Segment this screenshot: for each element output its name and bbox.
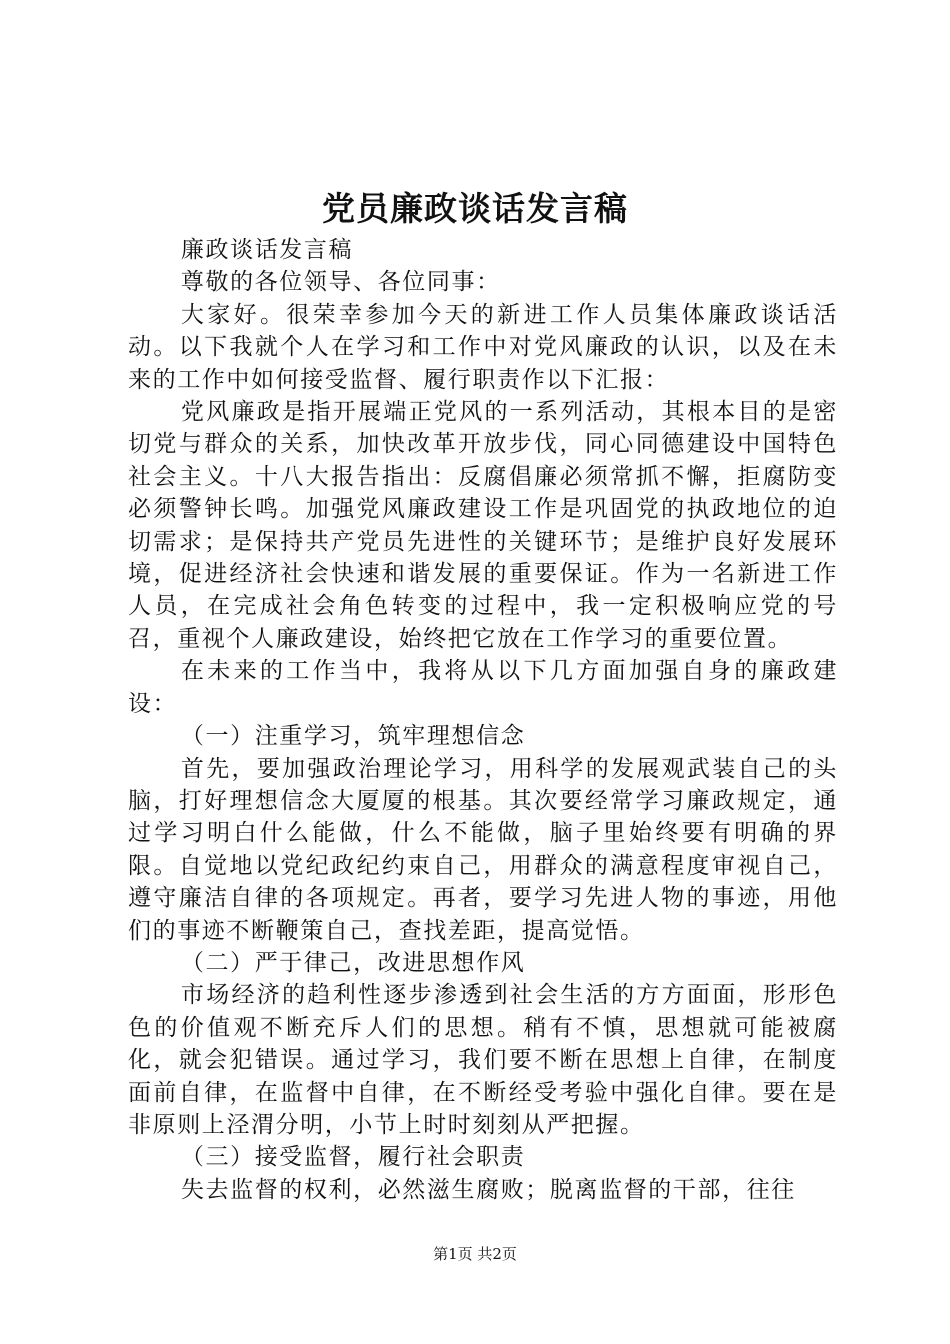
page-number-footer: 第1页 共2页 <box>433 1245 517 1263</box>
paragraph: 在未来的工作当中，我将从以下几方面加强自身的廉政建设： <box>128 658 838 717</box>
document-title: 党员廉政谈话发言稿 <box>322 189 628 228</box>
paragraph: 廉政谈话发言稿 <box>180 237 354 263</box>
paragraph: 市场经济的趋利性逐步渗透到社会生活的方方面面，形形色色的价值观不断充斥人们的思想。稍有不慎，思想就可能被腐化，就会犯错误。通过学习，我们要不断在思想上自律，在制度面前自律，在监督中自律，在不断经受考验中强化自律。要在是非原则上泾渭分明，小节上时时刻刻从严把握。 <box>128 982 838 1138</box>
paragraph: 失去监督的权利，必然滋生腐败；脱离监督的干部，往往 <box>180 1176 796 1203</box>
paragraph: 党风廉政是指开展端正党风的一系列活动，其根本目的是密切党与群众的关系，加快改革开放步伐，同心同德建设中国特色社会主义。十八大报告指出：反腐倡廉必须常抓不懈，拒腐防变必须警钟长鸣。加强党风廉政建设工作是巩固党的执政地位的迫切需求；是保持共产党员先进性的关键环节；是维护良好发展环境，促进经济社会快速和谐发展的重要保证。作为一名新进工作人员，在完成社会角色转变的过程中，我一定积极响应党的号召，重视个人廉政建设，始终把它放在工作学习的重要位置。 <box>128 399 838 652</box>
paragraph: 大家好。很荣幸参加今天的新进工作人员集体廉政谈话活动。以下我就个人在学习和工作中对党风廉政的认识，以及在未来的工作中如何接受监督、履行职责作以下汇报： <box>128 301 838 393</box>
section-heading: （三）接受监督，履行社会职责 <box>180 1144 526 1171</box>
document-body <box>128 234 838 1206</box>
section-heading: （一）注重学习，筑牢理想信念 <box>180 723 526 750</box>
paragraph: 首先，要加强政治理论学习，用科学的发展观武装自己的头脑，打好理想信念大厦厦的根基。其次要经常学习廉政规定，通过学习明白什么能做，什么不能做，脑子里始终要有明确的界限。自觉地以党纪政纪约束自己，用群众的满意程度审视自己，遵守廉洁自律的各项规定。再者，要学习先进人物的事迹，用他们的事迹不断鞭策自己，查找差距，提高觉悟。 <box>128 755 838 944</box>
paragraph: 尊敬的各位领导、各位同事： <box>180 269 501 296</box>
section-heading: （二）严于律己，改进思想作风 <box>180 949 526 976</box>
